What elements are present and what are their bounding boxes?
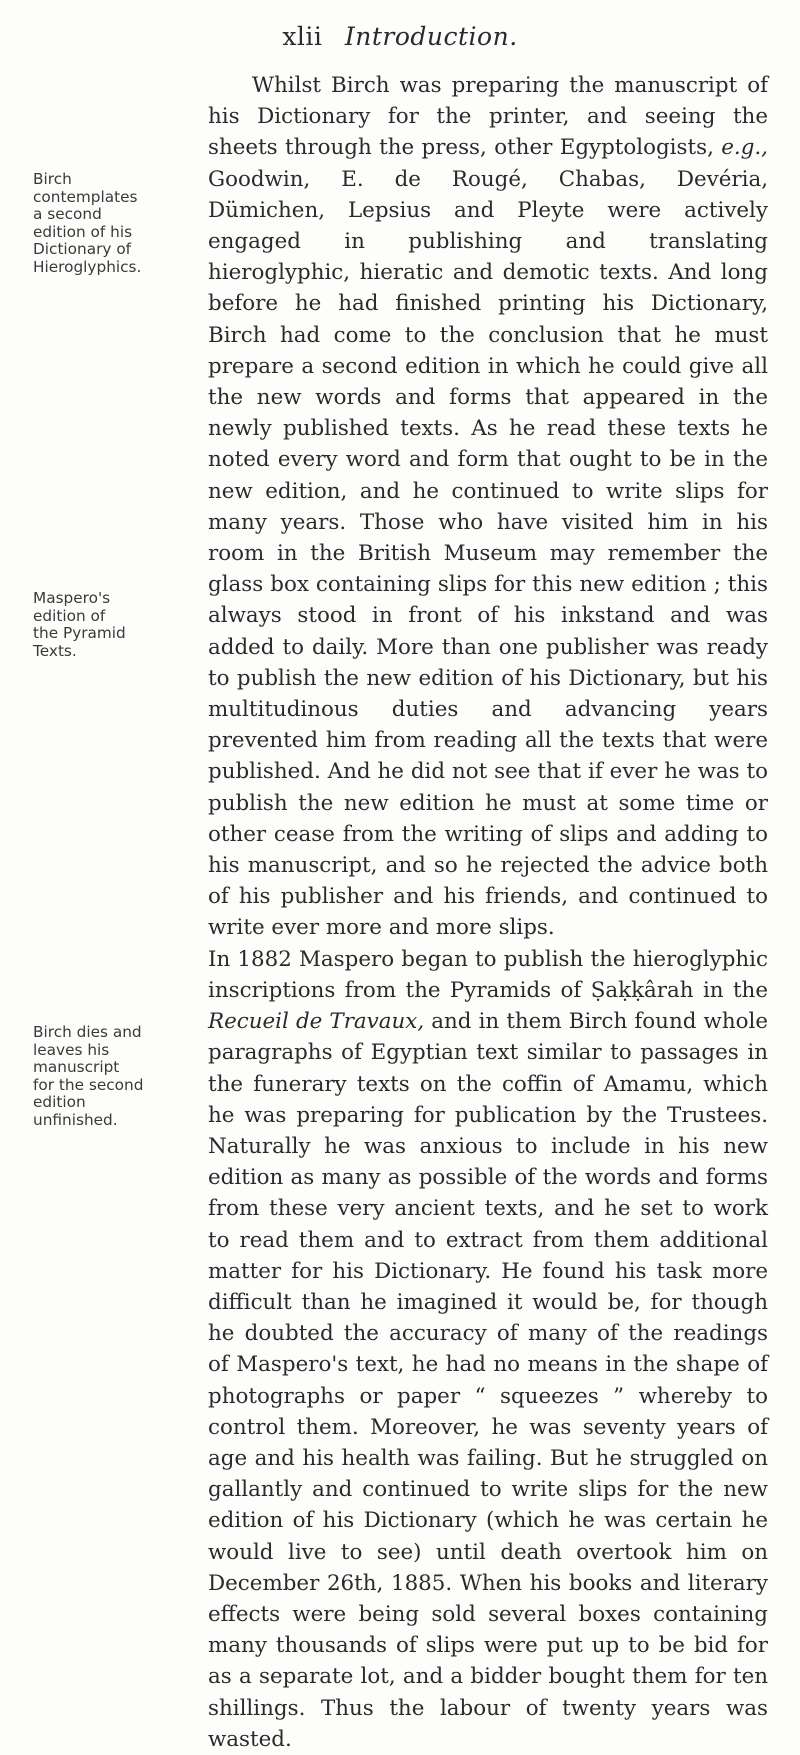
sidenote-line: edition	[33, 1093, 86, 1111]
sidenote-birch-contemplates	[33, 171, 203, 276]
sidenote-line: Birch dies and	[33, 1023, 142, 1041]
sidenote-birch-dies	[33, 1024, 203, 1129]
page-number: xlii	[282, 22, 323, 51]
text-run-italic: e.g.,	[721, 135, 768, 161]
sidenote-line: unfinished.	[33, 1110, 118, 1129]
text-run: Whilst Birch was preparing the manuscript of his Dictionary for the printer, and seeing the sheets through the press, other Egyptologists,	[208, 73, 768, 161]
sidenote-line: edition of	[33, 606, 106, 625]
sidenote-line: Birch	[33, 170, 72, 188]
running-title: Introduction.	[344, 22, 518, 51]
sidenote-line: manuscript	[33, 1058, 120, 1076]
page-header	[0, 22, 800, 51]
body-text	[208, 70, 768, 1755]
text-run: and in them Birch found whole paragraphs of Egyptian text similar to passages in the funerary texts on the coffin of Amamu, which he was preparing for publication by the Trustees. Naturally he was anxious to include in his new edition as many as possible of the words and forms from these very ancient texts, and he set to work to read them and to extract from them additional matter for his Dictionary. He found his task more difficult than he imagined it would be, for though he doubted the accuracy of many of the readings of Maspero's text, he had no means in the shape of photographs or paper “ squeezes ” whereby to control them. Moreover, he was seventy years of age and his health was failing. But he struggled on gallantly and continued to write slips for the new edition of his Dictionary (which he was certain he would live to see) until death overtook him on December 26th, 1885. When his books and literary effects were being sold several boxes containing many thousands of slips were put up to be bid for as a separate lot, and a bidder bought them for ten shillings. Thus the labour of twenty years was wasted.	[208, 1009, 768, 1752]
sidenote-line: edition of his	[33, 222, 133, 241]
paragraph-maspero-pyramids	[208, 944, 768, 1755]
sidenote-line: Maspero's	[33, 589, 111, 607]
sidenote-line: the Pyramid	[33, 624, 126, 642]
sidenote-line: a second	[33, 205, 102, 223]
text-run: In 1882 Maspero began to publish the hieroglyphic inscriptions from the Pyramids of Ṣaḳḳârah in the	[208, 946, 768, 1003]
text-run: Goodwin, E. de Rougé, Chabas, Devéria, Dümichen, Lepsius and Pleyte were actively engaged in publishing and translating hieroglyphic, hieratic and demotic texts. And long before he had finished printing his Dictionary, Birch had come to the conclusion that he must prepare a second edition in which he could give all the new words and forms that appeared in the newly published texts. As he read these texts he noted every word and form that ought to be in the new edition, and he continued to write slips for many years. Those who have visited him in his room in the British Museum may remember the glass box containing slips for this new edition ; this always stood in front of his inkstand and was added to daily. More than one publisher was ready to publish the new edition of his Dictionary, but his multitudinous duties and advancing years prevented him from reading all the texts that were published. And he did not see that if ever he was to publish the new edition he must at some time or other cease from the writing of slips and adding to his manuscript, and so he rejected the advice both of his publisher and his friends, and continued to write ever more and more slips.	[208, 166, 768, 941]
sidenote-line: leaves his	[33, 1040, 110, 1059]
sidenote-line: Hieroglyphics.	[33, 257, 142, 276]
sidenote-line: Texts.	[33, 641, 77, 660]
sidenote-maspero-edition	[33, 590, 203, 660]
text-run-italic: Recueil de Travaux,	[208, 1009, 425, 1035]
sidenote-line: for the second	[33, 1075, 144, 1094]
paragraph-birch-dictionary	[208, 70, 768, 944]
sidenote-line: Dictionary of	[33, 240, 132, 258]
sidenote-line: contemplates	[33, 187, 138, 206]
